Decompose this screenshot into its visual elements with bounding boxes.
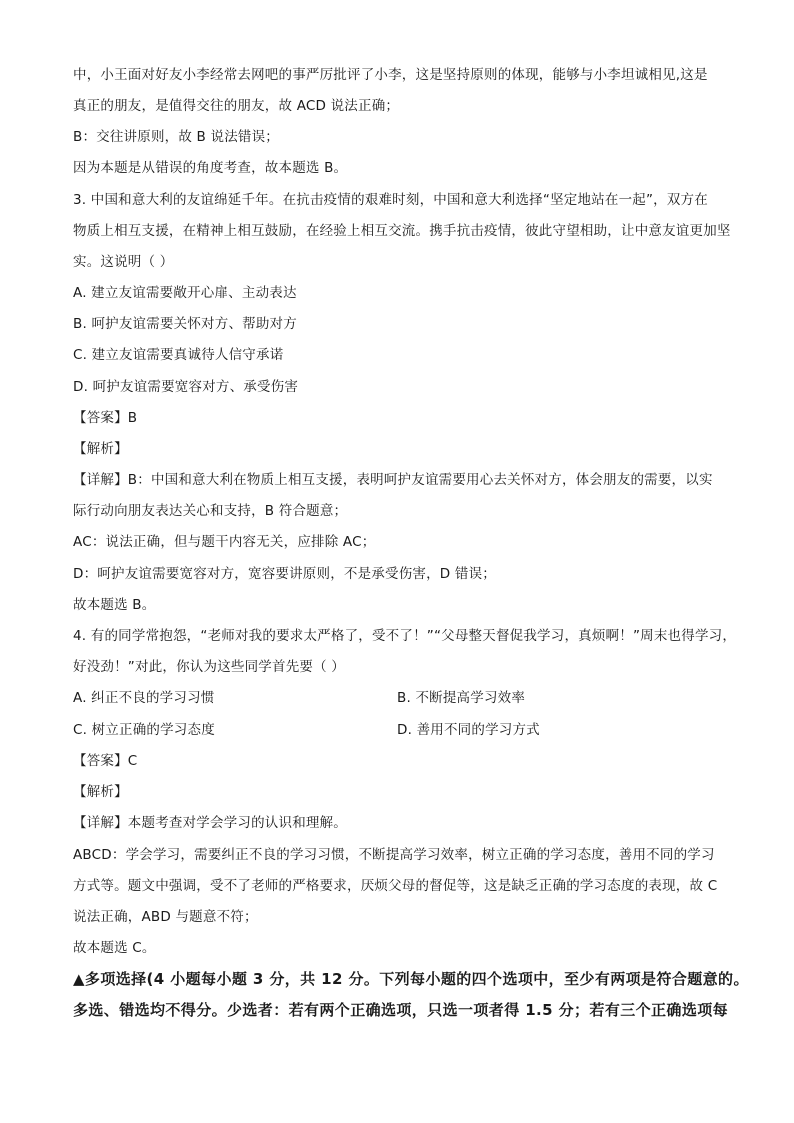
- question-4-option-c: C. 树立正确的学习态度: [73, 722, 215, 738]
- text-line: 因为本题是从错误的角度考查，故本题选 B。: [73, 160, 348, 176]
- explanation-line: D：呵护友谊需要宽容对方，宽容要讲原则，不是承受伤害，D 错误；: [73, 566, 496, 582]
- question-3-stem: 实。这说明（ ）: [73, 254, 174, 270]
- explanation-line: 方式等。题文中强调，受不了老师的严格要求，厌烦父母的督促等，这是缺乏正确的学习态度的表现，故 C: [73, 878, 718, 894]
- question-4-stem: 好没劲！”对此，你认为这些同学首先要（ ）: [73, 659, 345, 675]
- explanation-line: ABCD：学会学习，需要纠正不良的学习习惯，不断提高学习效率，树立正确的学习态度，善用不同的学习: [73, 847, 715, 863]
- question-4-option-b: B. 不断提高学习效率: [397, 690, 526, 706]
- explanation-line: 说法正确，ABD 与题意不符；: [73, 909, 258, 925]
- question-3-option-d: D. 呵护友谊需要宽容对方、承受伤害: [73, 379, 299, 395]
- explanation-line: 【详解】B：中国和意大利在物质上相互支援，表明呵护友谊需要用心去关怀对方，体会朋友的需要，以实: [73, 472, 713, 488]
- question-3-option-a: A. 建立友谊需要敞开心扉、主动表达: [73, 285, 297, 301]
- section-heading: ▲多项选择(4 小题每小题 3 分，共 12 分。下列每小题的四个选项中，至少有两项是符合题意的。: [73, 970, 749, 988]
- analysis-label: 【解析】: [73, 784, 128, 800]
- explanation-line: 际行动向朋友表达关心和支持，B 符合题意；: [73, 503, 348, 519]
- explanation-line: 【详解】本题考查对学会学习的认识和理解。: [73, 815, 347, 831]
- explanation-line: 故本题选 C。: [73, 940, 156, 956]
- section-heading: 多选、错选均不得分。少选者：若有两个正确选项，只选一项者得 1.5 分；若有三个正确选项每: [73, 1001, 729, 1019]
- text-line: 中，小王面对好友小李经常去网吧的事严厉批评了小李，这是坚持原则的体现，能够与小李坦诚相见,这是: [73, 67, 708, 83]
- question-4-stem: 4. 有的同学常抱怨，“老师对我的要求太严格了，受不了！”“父母整天督促我学习，真烦啊！”周末也得学习，: [73, 628, 737, 644]
- question-4-option-a: A. 纠正不良的学习习惯: [73, 690, 215, 706]
- explanation-line: 故本题选 B。: [73, 597, 156, 613]
- text-line: B：交往讲原则，故 B 说法错误；: [73, 129, 280, 145]
- answer-label: 【答案】C: [73, 753, 138, 769]
- question-4-option-d: D. 善用不同的学习方式: [397, 722, 540, 738]
- analysis-label: 【解析】: [73, 441, 128, 457]
- answer-label: 【答案】B: [73, 410, 138, 426]
- explanation-line: AC：说法正确，但与题干内容无关，应排除 AC；: [73, 534, 376, 550]
- question-3-stem: 3. 中国和意大利的友谊绵延千年。在抗击疫情的艰难时刻，中国和意大利选择“坚定地站在一起”，双方在: [73, 192, 708, 208]
- question-3-stem: 物质上相互支援，在精神上相互鼓励，在经验上相互交流。携手抗击疫情，彼此守望相助，让中意友谊更加坚: [73, 223, 731, 239]
- text-line: 真正的朋友，是值得交往的朋友，故 ACD 说法正确；: [73, 98, 400, 114]
- question-3-option-c: C. 建立友谊需要真诚待人信守承诺: [73, 347, 284, 363]
- question-3-option-b: B. 呵护友谊需要关怀对方、帮助对方: [73, 316, 297, 332]
